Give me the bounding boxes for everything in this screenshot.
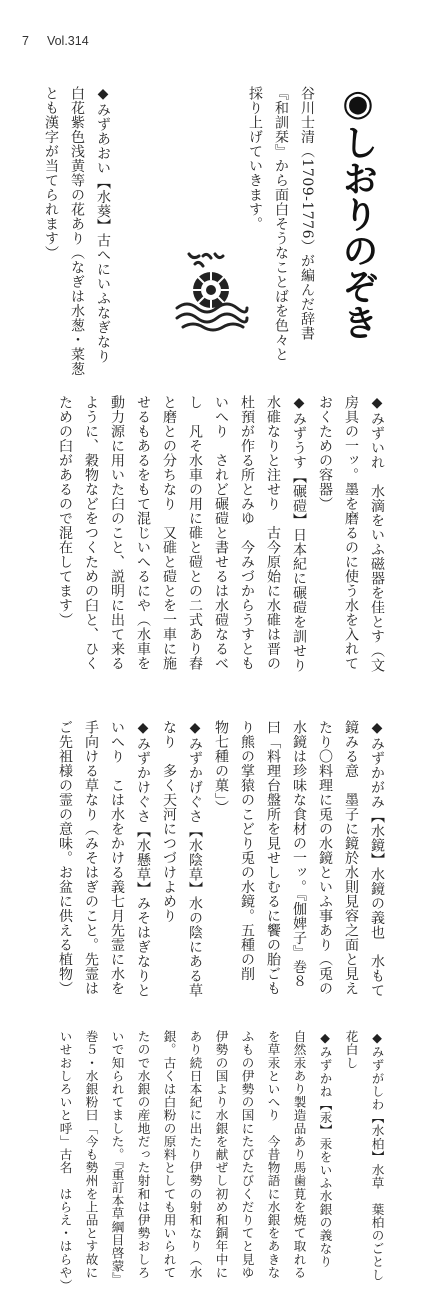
intro-line: 『和訓栞』から面白そうなことばを色々と [273, 86, 289, 362]
text-line: とも漢字が当てられます） [43, 86, 59, 260]
text-line: 花白し [343, 1030, 359, 1070]
text-line: 鏡みる意 墨子に鏡於水則見容之面と見え [343, 720, 359, 996]
text-line: 曰「料理台盤所を見せしむるに饗の胎ごも [265, 720, 281, 996]
text-line: ◆みずかがみ【水鏡】水鏡の義也 水もて [369, 720, 385, 998]
text-line: たので水銀の産地だった射和は伊勢おしろ [135, 1030, 151, 1279]
text-line: 房具の一ッ。墨を磨るのに使う水を入れて [343, 395, 359, 671]
text-line: ふもの伊勢の国にたびたびくだりてと見ゆ [239, 1030, 255, 1279]
intro-line: 採り上げていきます。 [247, 86, 263, 231]
text-line: いで知られてました。『重訂本草綱目啓蒙』 [109, 1030, 125, 1286]
text-line: なり 多く天河につづけよめり [161, 720, 177, 923]
text-line: 自然汞あり製造品あり馬歯莧を焼て取れる [291, 1030, 307, 1279]
section-mizuire-mizuusu [30, 395, 400, 700]
section-mizugashiwa-columns [30, 1030, 400, 1292]
text-line: いせおしろいと呼」古名 はらえ・はらや） [57, 1030, 73, 1292]
text-line: と磨との分ちなり 又碓と磑とを一車に施 [161, 395, 177, 671]
text-line: ための臼があるので混在してます） [57, 395, 73, 627]
intro-line: 谷川士清（1709-1776）が編んだ辞書 [299, 86, 315, 341]
text-line: を草汞といへり 今昔物語に水銀をあきな [265, 1030, 281, 1279]
text-line: ◆みずがしわ【水柏】水草 葉柏のごとし [369, 1030, 385, 1282]
text-line: ◆みずかね【汞】汞をいふ水銀の義なり [317, 1030, 333, 1269]
text-line: 水鏡は珍味な食材の一ッ。『伽婢子』巻８ [291, 720, 307, 989]
text-line: り熊の掌猿のこどり兎の水鏡。五種の削 [239, 720, 255, 981]
text-line: あり続日本紀に出たり伊勢の射和なり（水 [187, 1030, 203, 1279]
text-line: ご先祖様の霊の意味。お盆に供える植物） [57, 720, 73, 996]
text-line: 杜預が作る所とみゆ 今みづからうすとも [239, 395, 255, 671]
third-text-band [30, 718, 400, 719]
text-line: ◆みずかげぐさ【水陰草】水の陰にある草 [187, 720, 203, 998]
text-line: ◆みずうす【碾磑】日本紀に碾磑を訓せり [291, 395, 307, 673]
text-line: いへり されど碾磑と書せるは水磑なるべ [213, 395, 229, 671]
text-line: ように、穀物などをつくための臼と、ひく [83, 395, 99, 671]
waterwheel-illustration [175, 250, 247, 330]
text-line: 物七種の菓」） [213, 720, 229, 815]
text-line: ◆みずいれ 水滴をいふ磁器を佳とす（文 [369, 395, 385, 673]
text-line: 動力源に用いた臼のこと、説明に出て来る [109, 395, 125, 671]
text-line: し 凡そ水車の用に碓と磑との二式あり舂 [187, 395, 203, 671]
text-line: 水碓なりと注せり 古今原始に水碓は晋の [265, 395, 281, 671]
text-line: ◆みずあおい【水葵】古へにいふなぎなり [95, 86, 111, 364]
text-line: 銀。古くは白粉の原料としても用いられて [161, 1030, 177, 1279]
text-line: 伊勢の国より水銀を献ぜし初め和銅年中に [213, 1030, 229, 1279]
text-line: 手向ける草なり（みそはぎのこと。先霊は [83, 720, 99, 996]
text-line: おくための容器） [317, 395, 333, 511]
text-line: 巻５・水銀粉曰「今も勢州を上品とす故に [83, 1030, 99, 1279]
text-line: せるもあるをもて混じいへるにや（水車を [135, 395, 151, 671]
text-line: いへり こは水をかける義七月先霊に水を [109, 720, 125, 996]
text-line: ◆みずかけぐさ【水懸草】みそはぎなりと [135, 720, 151, 998]
text-line: たり〇料理に兎の水鏡といふ事あり（兎の [317, 720, 333, 996]
column-title: ◉しおりのぞき [337, 82, 379, 340]
page-header [22, 34, 89, 48]
section-mizukagami-lines [30, 720, 400, 1010]
text-line: 白花紫色浅黄等の花あり（なぎは水葱・菜葱 [69, 86, 85, 376]
page-number: 7 [22, 34, 29, 48]
volume-number: Vol.314 [46, 34, 89, 48]
